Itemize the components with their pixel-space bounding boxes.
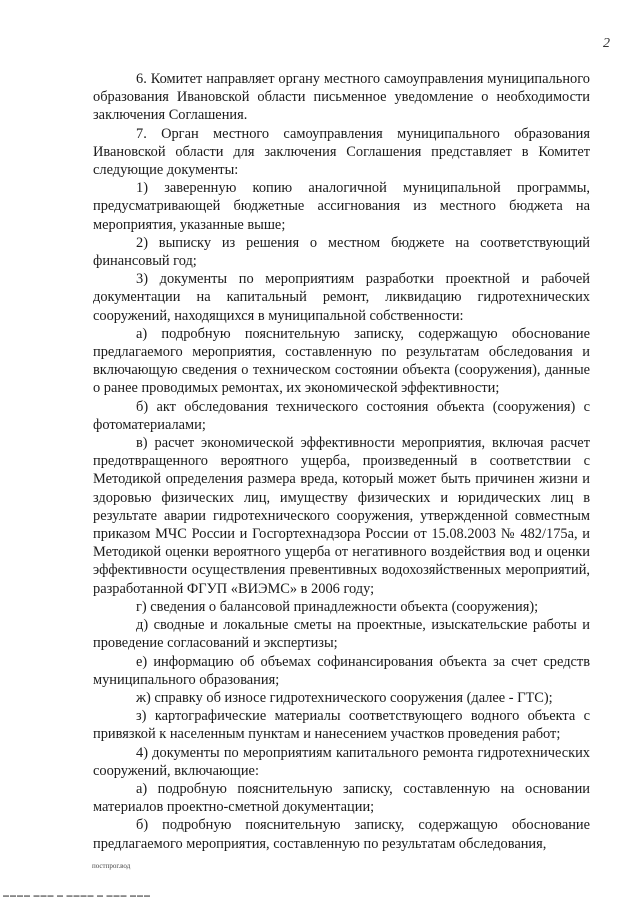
sub-item-3d: д) сводные и локальные сметы на проектные, изыскательские работы и проведение согласований и экспертизы; [93,617,590,652]
list-item-3: 3) документы по мероприятиям разработки проектной и рабочей документации на капитальный ремонт, ликвидацию гидротехнических сооружений, находящихся в муниципальной собственности: [93,271,590,324]
sub-item-3b: б) акт обследования технического состояния объекта (сооружения) с фотоматериалами; [93,398,590,433]
sub-item-4a: а) подробную пояснительную записку, составленную на основании материалов проектно-сметной документации; [93,780,590,816]
sub-item-3a: а) подробную пояснительную записку, содержащую обоснование предлагаемого мероприятия, составленную по результатам обследования и включающую сведения о техническом состоянии объекта (сооружения), данные о ранее проводимых ремонтах, их экономической эффективности; [93,325,590,397]
paragraph-6: 6. Комитет направляет органу местного самоуправления муниципального образования Ивановской области письменное уведомление о необходимости заключения Соглашения. [93,71,590,124]
list-item-1: 1) заверенную копию аналогичной муниципальной программы, предусматривающей бюджетные ассигнования из местного бюджета на мероприятия, указанные выше; [93,180,590,233]
footer-file-label: постпрог.вод [92,862,131,870]
sub-item-4b: б) подробную пояснительную записку, содержащую обоснование предлагаемого мероприятия, составленную по результатам обследования, [93,817,590,852]
sub-item-3v: в) расчет экономической эффективности мероприятия, включая расчет предотвращенного вероятного ущерба, произведенный в соответствии с Методикой определения размера вреда, который может быть причинен жизни и здоровью физических лиц, имуществу физических и юридических лиц в результате аварии гидротехнического сооружения, утвержденной совместным приказом МЧС России и Госгортехнадзора России от 15.08.2003 № 482/175а, и Методикой оценки вероятного ущерба от негативного воздействия вод и оценки эффективности осуществления превентивных водохозяйственных мероприятий, разработанной ФГУП «ВИЭМС» в 2006 году; [93,435,590,597]
page-number: 2 [603,36,610,51]
scan-artifact: ▬▬▬▬ ▬▬▬ ▬ ▬▬▬▬ ▬ ▬▬▬ ▬▬▬ [3,893,151,899]
paragraph-7: 7. Орган местного самоуправления муниципального образования Ивановской области для заключения Соглашения представляет в Комитет следующие документы: [93,125,590,179]
list-item-4: 4) документы по мероприятиям капитального ремонта гидротехнических сооружений, включающие: [93,744,590,779]
sub-item-3e: е) информацию об объемах софинансирования объекта за счет средств муниципального образования; [93,653,590,688]
list-item-2: 2) выписку из решения о местном бюджете на соответствующий финансовый год; [93,234,590,270]
sub-item-3zh: ж) справку об износе гидротехнического сооружения (далее - ГТС); [136,689,553,706]
sub-item-3g: г) сведения о балансовой принадлежности объекта (сооружения); [136,598,539,615]
document-body [93,70,590,853]
sub-item-3z: з) картографические материалы соответствующего водного объекта с привязкой к населенным пунктам и нанесением участков проведения работ; [93,708,590,743]
